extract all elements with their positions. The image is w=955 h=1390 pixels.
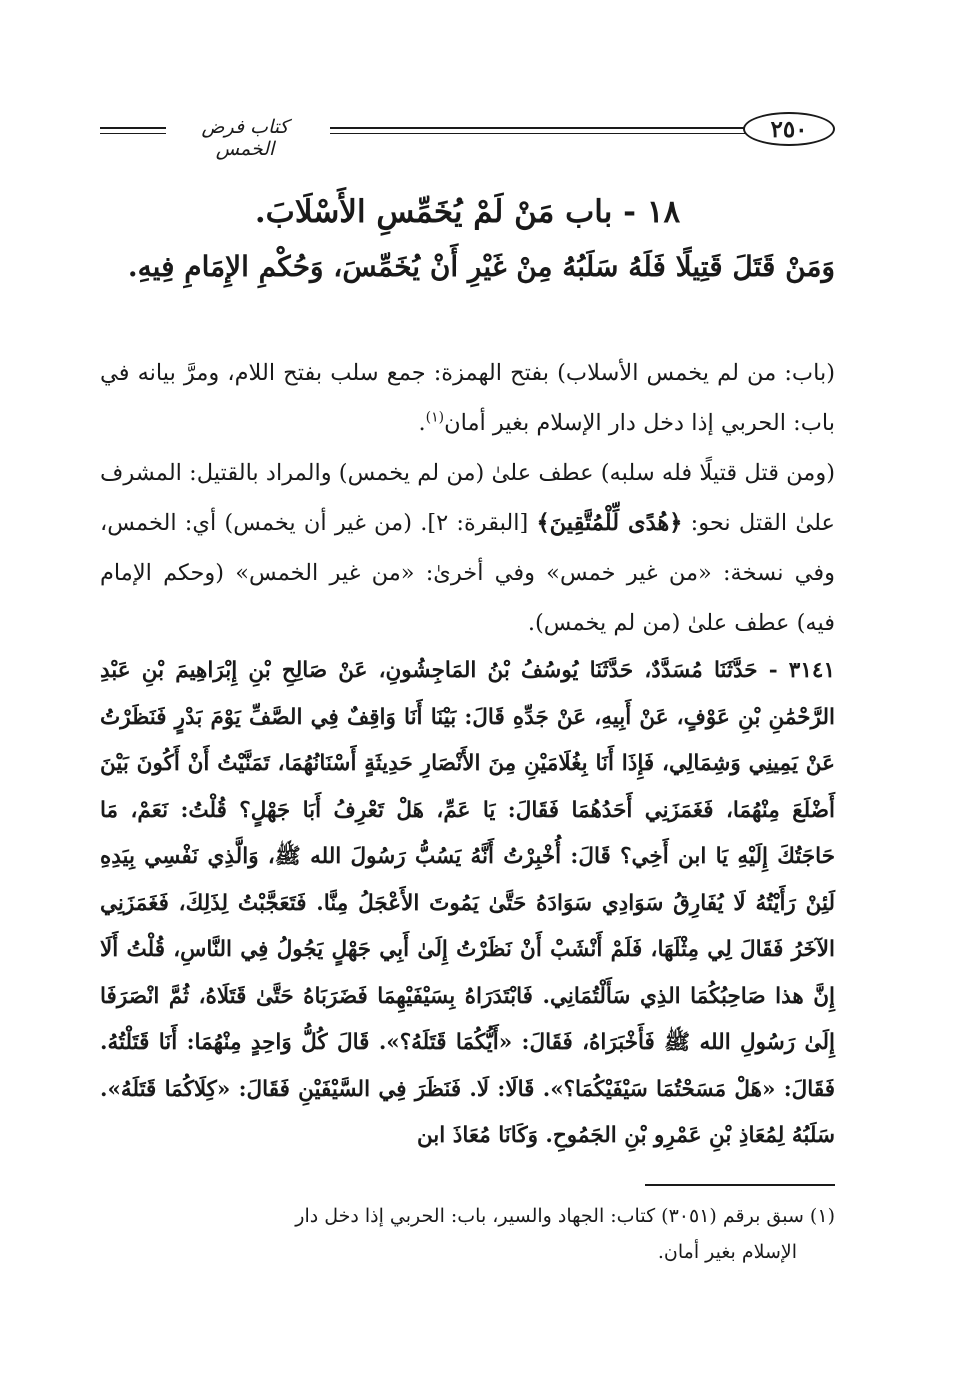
chapter-title: ١٨ - باب مَنْ لَمْ يُخَمِّسِ الأَسْلَابَ. — [254, 194, 681, 230]
footnote-line-2: الإسلام بغير أمان. — [657, 1241, 797, 1263]
page-number: ٢٥٠ — [743, 112, 835, 146]
running-title: كتاب فرض الخمس — [170, 116, 320, 160]
book-page — [100, 100, 835, 1300]
commentary-paragraph-1 — [100, 348, 835, 448]
commentary — [100, 348, 835, 648]
commentary-p2-before: (ومن قتل قتيلًا فله سلبه) عطف علىٰ (من لم يخمس) والمراد بالقتيل: المشرف علىٰ القتل نحو: — [100, 460, 835, 536]
header-rule-left-thin — [100, 133, 166, 134]
commentary-p1-text: (باب: من لم يخمس الأسلاب) بفتح الهمزة: جمع سلب بفتح اللام، ومرَّ بيانه في باب: الحربي إذا دخل دار الإسلام بغير أمان — [100, 360, 835, 436]
header-rule-right-thin — [330, 133, 745, 134]
page-header — [100, 110, 835, 160]
footnote-separator — [645, 1184, 835, 1186]
chapter-subtitle: وَمَنْ قَتَلَ قَتِيلًا فَلَهُ سَلَبُهُ مِنْ غَيْرِ أَنْ يُخَمِّسَ، وَحُكْمِ الإِمَامِ فِيهِ. — [127, 250, 835, 283]
hadith-text: ٣١٤١ - حَدَّثَنَا مُسَدَّدٌ، حَدَّثَنَا يُوسُفُ بْنُ المَاجِشُونِ، عَنْ صَالِحِ بْنِ إِبْرَاهِيمَ بْنِ عَبْدِ الرَّحْمَٰنِ بْنِ عَوْفٍ، عَنْ أَبِيهِ، عَنْ جَدِّهِ قَالَ: بَيْنَا أَنَا وَاقِفٌ فِي الصَّفِّ يَوْمَ بَدْرٍ فَنَظَرْتُ عَنْ يَمِينِي وَشِمَالِي، فَإِذَا أَنَا بِغُلَامَيْنِ مِنَ الأَنْصَارِ حَدِيثَةٍ أَسْنَانُهُمَا، تَمَنَّيْتُ أَنْ أَكُونَ بَيْنَ أَضْلَعَ مِنْهُمَا، فَغَمَزَنِي أَحَدُهُمَا فَقَالَ: يَا عَمِّ، هَلْ تَعْرِفُ أَبَا جَهْلٍ؟ قُلْتُ: نَعَمْ، مَا حَاجَتُكَ إِلَيْهِ يَا ابن أَخِي؟ قَالَ: أُخْبِرْتُ أَنَّهُ يَسُبُّ رَسُولَ الله ﷺ، وَالَّذِي نَفْسِي بِيَدِهِ لَئِنْ رَأَيْتُهُ لَا يُفَارِقُ سَوَادِي سَوَادَهُ حَتَّىٰ يَمُوتَ الأَعْجَلُ مِنَّا. فَتَعَجَّبْتُ لِذَلِكَ، فَغَمَزَنِي الآخَرُ فَقَالَ لِي مِثْلَهَا، فَلَمْ أَنْشَبْ أَنْ نَظَرْتُ إِلَىٰ أَبِي جَهْلٍ يَجُولُ فِي النَّاسِ، قُلْتُ أَلَا إِنَّ هذا صَاحِبُكُمَا الذِي سَأَلْتُمَانِي. فَابْتَدَرَاهُ بِسَيْفَيْهِمَا فَضَرَبَاهُ حَتَّىٰ قَتَلَاهُ، ثُمَّ انْصَرَفَا إِلَىٰ رَسُولِ الله ﷺ فَأَخْبَرَاهُ، فَقَالَ: «أَيُّكُمَا قَتَلَهُ؟». قَالَ كُلُّ وَاحِدٍ مِنْهُمَا: أَنَا قَتَلْتُهُ. فَقَالَ: «هَلْ مَسَحْتُمَا سَيْفَيْكُمَا؟». قَالَا: لَا. فَنَظَرَ فِي السَّيْفَيْنِ فَقَالَ: «كِلَاكُمَا قَتَلَهُ». سَلَبُهُ لِمُعَاذِ بْنِ عَمْرِو بْنِ الجَمُوحِ. وَكَانَا مُعَاذَ ابن — [100, 658, 835, 1148]
commentary-p2-after: [البقرة: ٢]. (من غير أن يخمس) أي: الخمس، وفي نسخة: «من غير خمس» وفي أخرىٰ: «من غير الخمس» (وحكم الإمام فيه) عطف علىٰ (من لم يخمس). — [100, 510, 835, 636]
footnote-reference: (١) — [425, 409, 445, 426]
footnote — [100, 1198, 835, 1270]
header-rule-left — [100, 127, 166, 129]
commentary-p1-end: . — [418, 410, 426, 436]
commentary-paragraph-2 — [100, 448, 835, 648]
header-rule-right — [330, 127, 745, 129]
footnote-line-1: (١) سبق برقم (٣٠٥١) كتاب: الجهاد والسير، باب: الحربي إذا دخل دار — [295, 1205, 835, 1227]
quran-quote: ﴿هُدًى لِّلْمُتَّقِينَ﴾ — [536, 510, 683, 536]
